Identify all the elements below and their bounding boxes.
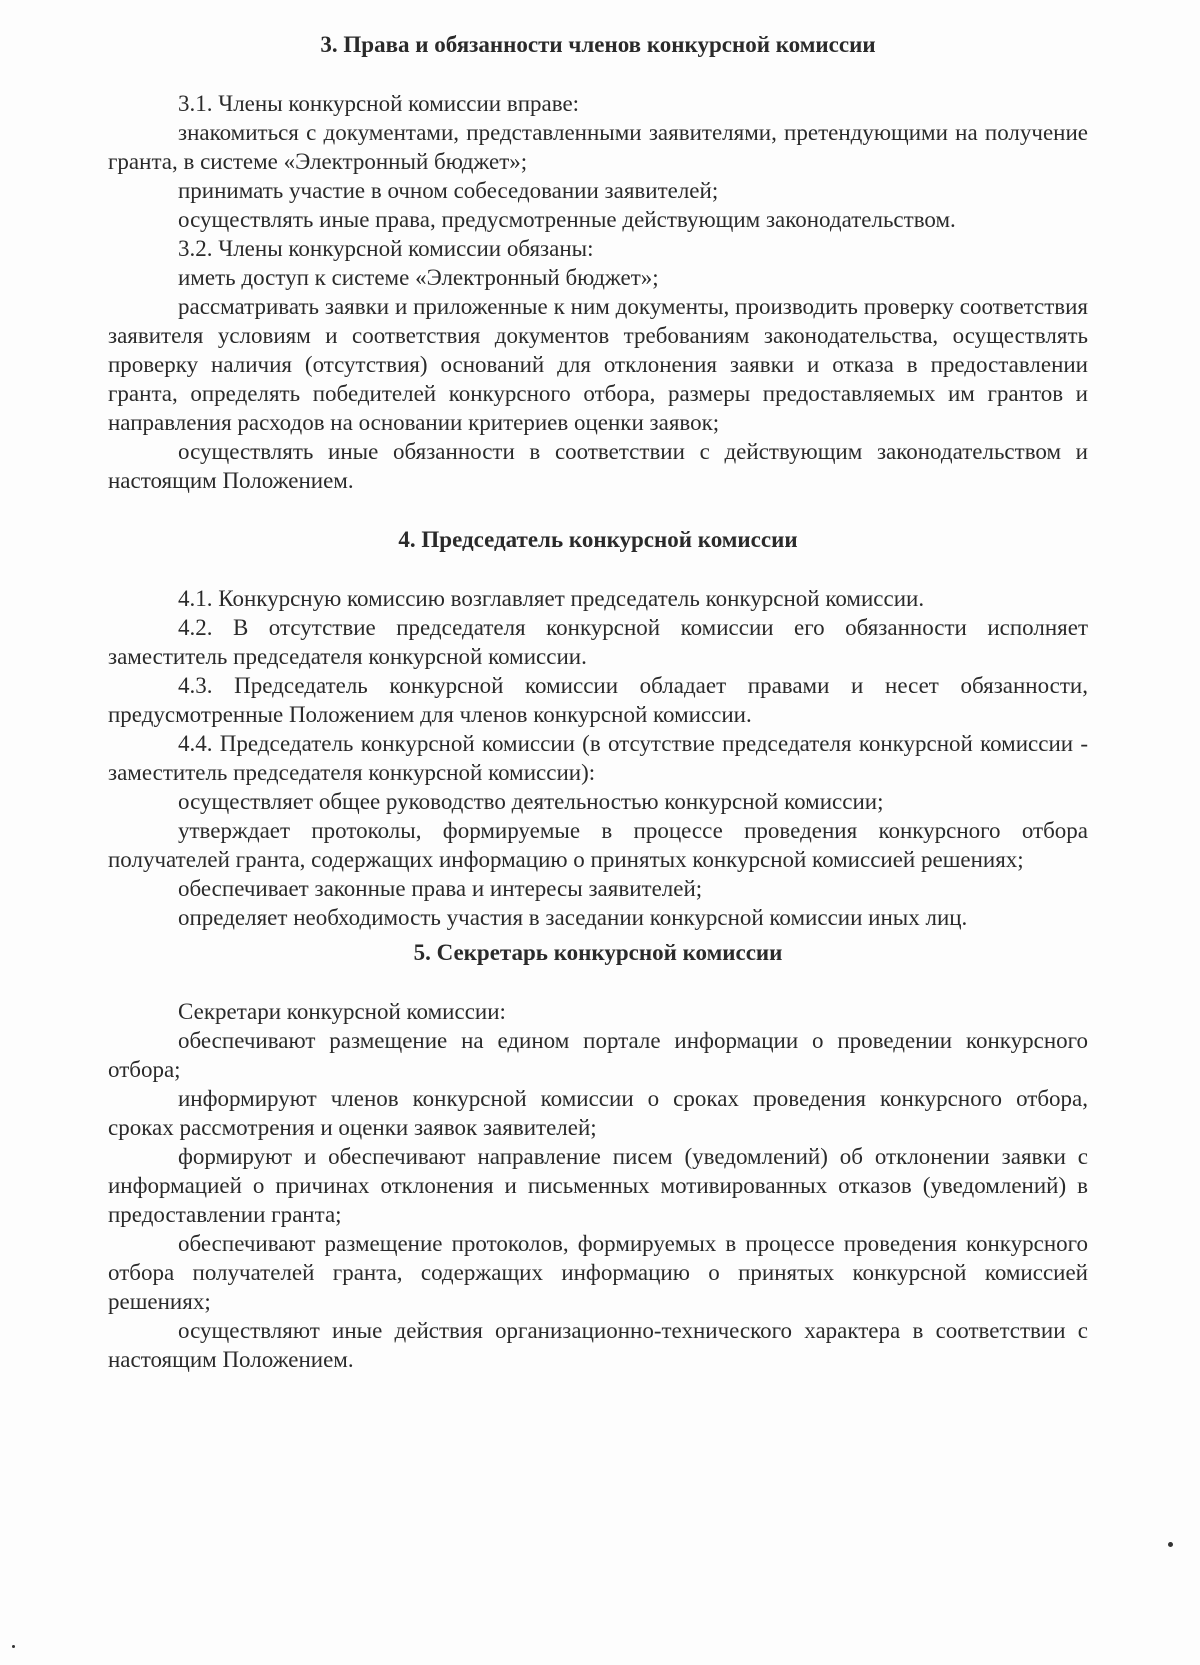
paragraph: формируют и обеспечивают направление писем (уведомлений) об отклонении заявки с информацией о причинах отклонения и письменных мотивированных отказов (уведомлений) в предоставлении гранта; <box>108 1144 1088 1227</box>
paragraph: обеспечивают размещение на едином портале информации о проведении конкурсного отбора; <box>108 1028 1088 1082</box>
paragraph: определяет необходимость участия в заседании конкурсной комиссии иных лиц. <box>178 905 968 930</box>
paragraph: иметь доступ к системе «Электронный бюджет»; <box>178 265 659 290</box>
paragraph: утверждает протоколы, формируемые в процессе проведения конкурсного отбора получателей гранта, содержащих информацию о принятых конкурсной комиссией решениях; <box>108 818 1088 872</box>
section-3-heading: 3. Права и обязанности членов конкурсной комиссии <box>320 32 876 57</box>
section-4-heading: 4. Председатель конкурсной комиссии <box>398 527 798 552</box>
scan-speck <box>12 1645 15 1648</box>
paragraph: 4.4. Председатель конкурсной комиссии (в отсутствие председателя конкурсной комиссии - заместитель председателя конкурсной комиссии): <box>108 731 1088 785</box>
paragraph: Секретари конкурсной комиссии: <box>178 999 506 1024</box>
paragraph: осуществляет общее руководство деятельностью конкурсной комиссии; <box>178 789 884 814</box>
paragraph: обеспечивают размещение протоколов, формируемых в процессе проведения конкурсного отбора получателей гранта, содержащих информацию о принятых конкурсной комиссией решениях; <box>108 1231 1088 1314</box>
paragraph: принимать участие в очном собеседовании заявителей; <box>178 178 719 203</box>
paragraph: 4.3. Председатель конкурсной комиссии обладает правами и несет обязанности, предусмотренные Положением для членов конкурсной комиссии. <box>108 673 1088 727</box>
section-5-heading: 5. Секретарь конкурсной комиссии <box>413 940 783 965</box>
paragraph: обеспечивает законные права и интересы заявителей; <box>178 876 703 901</box>
paragraph: знакомиться с документами, представленными заявителями, претендующими на получение гранта, в системе «Электронный бюджет»; <box>108 120 1088 174</box>
scan-speck <box>1168 1542 1173 1547</box>
paragraph: 4.1. Конкурсную комиссию возглавляет председатель конкурсной комиссии. <box>178 586 925 611</box>
paragraph: 3.1. Члены конкурсной комиссии вправе: <box>178 91 580 116</box>
paragraph: рассматривать заявки и приложенные к ним документы, производить проверку соответствия заявителя условиям и соответствия документов требованиям законодательства, осуществлять проверку наличия (отсутствия) оснований для отклонения заявки и отказа в предоставлении гранта, определять победителей конкурсного отбора, размеры предоставляемых им грантов и направления расходов на основании критериев оценки заявок; <box>108 294 1088 435</box>
paragraph: осуществлять иные обязанности в соответствии с действующим законодательством и настоящим Положением. <box>108 439 1088 493</box>
paragraph: осуществлять иные права, предусмотренные действующим законодательством. <box>178 207 956 232</box>
paragraph: информируют членов конкурсной комиссии о сроках проведения конкурсного отбора, сроках рассмотрения и оценки заявок заявителей; <box>108 1086 1088 1140</box>
paragraph: 4.2. В отсутствие председателя конкурсной комиссии его обязанности исполняет заместитель председателя конкурсной комиссии. <box>108 615 1088 669</box>
paragraph: осуществляют иные действия организационно-технического характера в соответствии с настоящим Положением. <box>108 1318 1088 1372</box>
paragraph: 3.2. Члены конкурсной комиссии обязаны: <box>178 236 594 261</box>
document-body <box>108 30 1088 1374</box>
